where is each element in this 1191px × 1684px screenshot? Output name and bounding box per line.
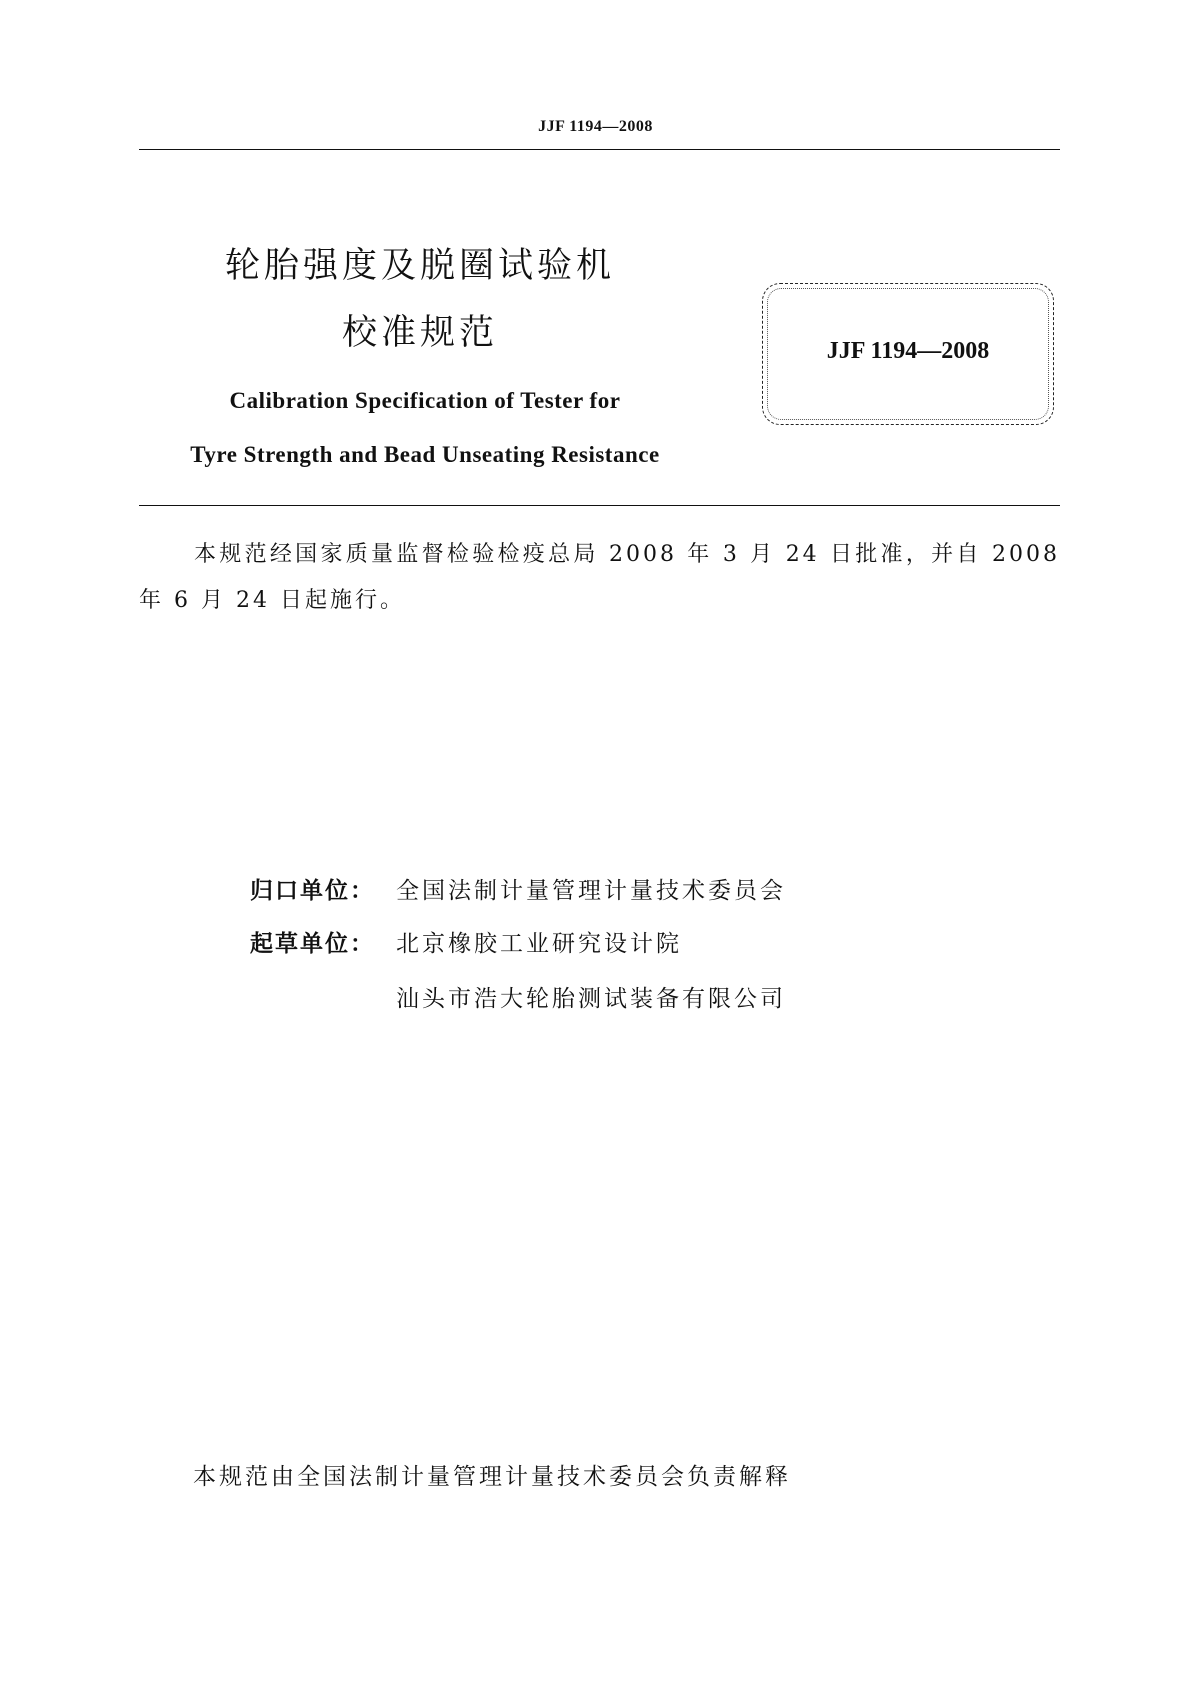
governing-unit-label: 归口单位： [250, 878, 375, 904]
drafting-unit-value: 汕头市浩大轮胎测试装备有限公司 [396, 986, 786, 1012]
interpretation-statement: 本规范由全国法制计量管理计量技术委员会负责解释 [193, 1464, 791, 1490]
drafting-unit-row-2 [250, 980, 1010, 1013]
drafting-unit-label-spacer [250, 980, 396, 1013]
title-english-line-1: Calibration Specification of Tester for [229, 388, 621, 413]
governing-unit-row [250, 872, 1010, 905]
governing-unit-value: 全国法制计量管理计量技术委员会 [396, 878, 786, 904]
header-standard-code: JJF 1194—2008 [538, 118, 653, 135]
title-english-line-2: Tyre Strength and Bead Unseating Resistance [190, 442, 660, 467]
approval-statement: 本规范经国家质量监督检验检疫总局 2008 年 3 月 24 日批准，并自 2008 年 6 月 24 日起施行。 [139, 542, 1060, 613]
drafting-unit-value: 北京橡胶工业研究设计院 [396, 931, 682, 957]
drafting-unit-label: 起草单位： [250, 931, 375, 957]
code-box-text: JJF 1194—2008 [826, 338, 990, 364]
title-chinese-line-2: 校准规范 [341, 313, 498, 353]
header-rule [139, 149, 1060, 150]
drafting-unit-row [250, 925, 1010, 958]
standard-code-box [762, 283, 1054, 425]
title-chinese-line-1: 轮胎强度及脱圈试验机 [224, 246, 615, 286]
section-rule [139, 505, 1060, 506]
